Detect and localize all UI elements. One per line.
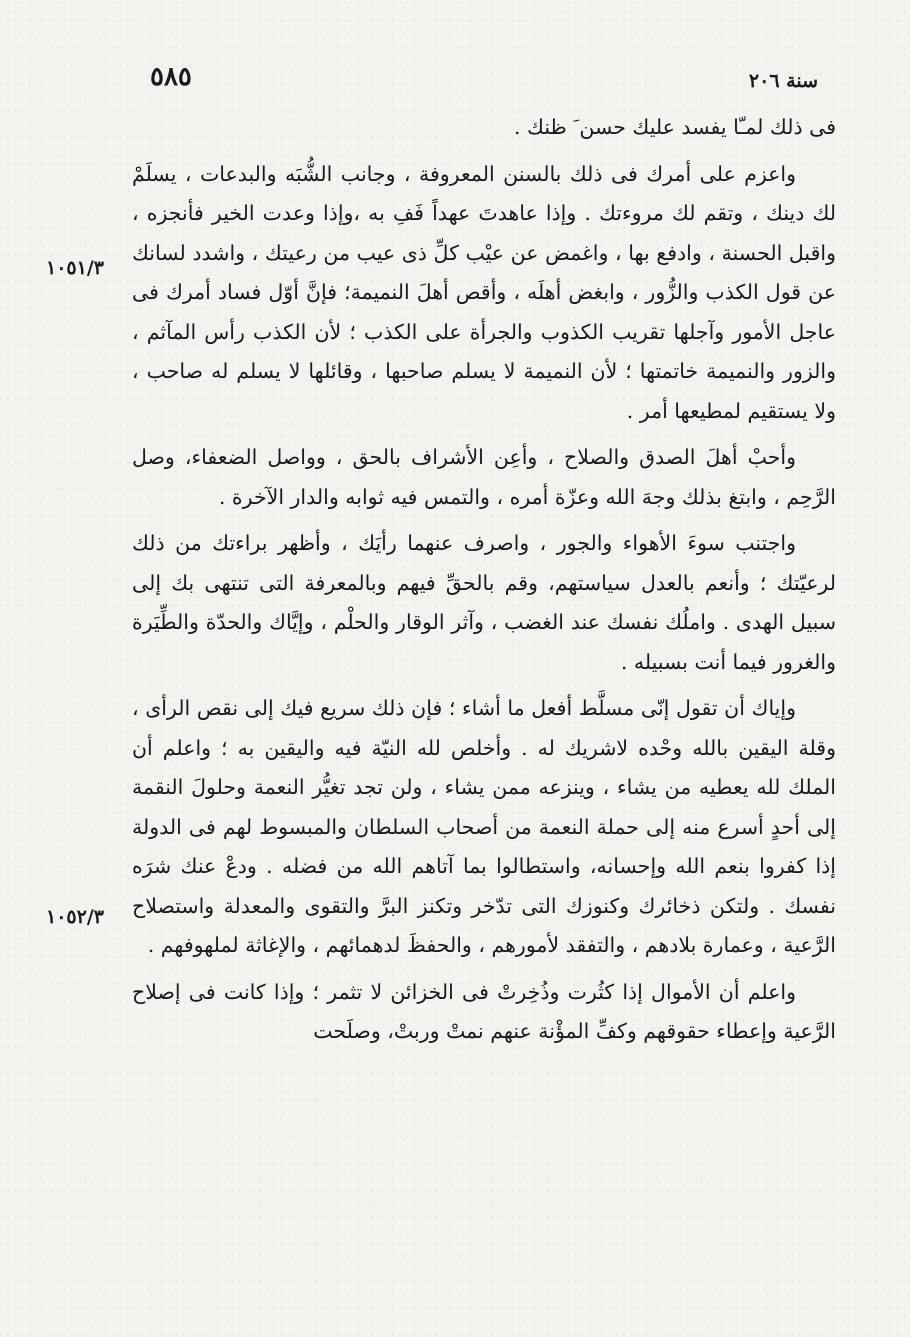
running-head: سنة ٢٠٦	[748, 70, 818, 92]
paragraph: وإياك أن تقول إنّى مسلَّط أفعل ما أشاء ؛ فإن ذلك سريع فيك إلى نقص الرأى ، وقلة اليقين بالله وحْده لاشريك له . وأخلص لله النيّة فيه واليقين به ؛ واعلم أن الملك لله يعطيه من يشاء ، وينزعه ممن يشاء ، ولن تجد تغيُّر النعمة وحلولَ النقمة إلى أحدٍ أسرع منه إلى حملة النعمة من أصحاب السلطان والمبسوط لهم فى الدولة إذا كفروا بنعم الله وإحسانه، واستطالوا بما آتاهم الله من فضله . ودعْ عنك شرَه نفسك . ولتكن ذخائرك وكنوزك التى تدّخر وتكنز البرَّ والتقوى والمعدلة واستصلاح الرَّعية ، وعمارة بلادهم ، والتفقد لأمورهم ، والحفظَ لدهمائهم ، والإغاثة لملهوفهم .	[132, 696, 836, 957]
paragraph: واعزم على أمرك فى ذلك بالسنن المعروفة ، وجانب الشُّبَه والبدعات ، يسلَمْ لك دينك ، وتقم لك مروءتك . وإذا عاهدتَ عهداً فَفِ به ،وإذا وعدت الخير فأنجزه ، واقبل الحسنة ، وادفع بها ، واغمض عن عيْب كلِّ ذى عيب من رعيتك ، واشدد لسانك عن قول الكذب والزُّور ، وابغض أهلَه ، وأقص أهلَ النميمة؛ فإنَّ أوّل فساد أمرك فى عاجل الأمور وآجلها تقريب الكذوب والجرأة على الكذب ؛ لأن الكذب رأس المآثم ، والزور والنميمة خاتمتها ؛ لأن النميمة لا يسلم صاحبها ، وقائلها لا يسلم له صاحب ، ولا يستقيم لمطيعها أمر .	[132, 161, 836, 423]
margin-reference: ١٠٥١/٣	[46, 257, 104, 279]
paragraph: واجتنب سوءَ الأهواء والجور ، واصرف عنهما رأيَك ، وأظهر براءتك من ذلك لرعيّتك ؛ وأنعم بالعدل سياستهم، وقم بالحقِّ فيهم وبالمعرفة التى تنتهى بك إلى سبيل الهدى . واملُك نفسك عند الغضب ، وآثر الوقار والحلْم ، وإيَّاك والحدّة والطِّيَرة والغرور فيما أنت بسبيله .	[132, 531, 836, 674]
body-text	[132, 108, 836, 1052]
page-number: ٥٨٥	[150, 62, 192, 92]
paragraph: وأحبْ أهلَ الصدق والصلاح ، وأعِن الأشراف بالحق ، وواصل الضعفاء، وصل الرَّحِم ، وابتغ بذلك وجهَ الله وعزّة أمره ، والتمس فيه ثوابه والدار الآخرة .	[132, 445, 836, 509]
paragraph: واعلم أن الأموال إذا كثُرت وذُخِرتْ فى الخزائن لا تثمر ؛ وإذا كانت فى إصلاح الرَّعية وإعطاء حقوقهم وكفِّ المؤْنة عنهم نمتْ وربتْ، وصلَحت	[132, 979, 836, 1043]
paragraph: فى ذلك لمـّا يفسد عليك حسن َ ظنك .	[514, 115, 836, 139]
margin-reference: ١٠٥٢/٣	[46, 906, 104, 928]
page-header	[150, 58, 818, 98]
